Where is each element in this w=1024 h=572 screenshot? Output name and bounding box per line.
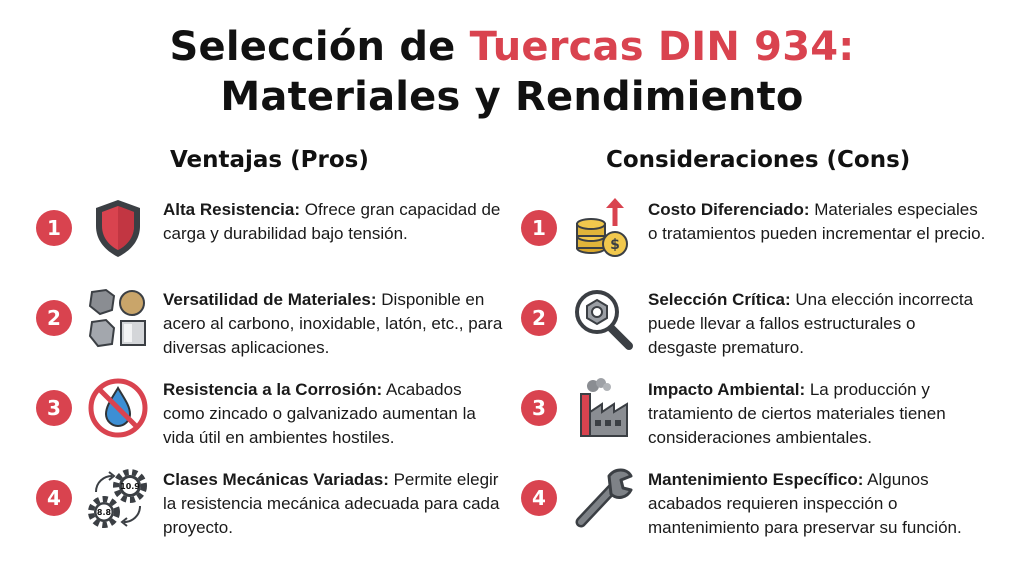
item-title: Selección Crítica: xyxy=(648,290,791,309)
item-title: Resistencia a la Corrosión: xyxy=(163,380,383,399)
pros-item-3 xyxy=(36,376,536,456)
pros-item-2 xyxy=(36,286,536,366)
cons-item-4 xyxy=(521,466,1021,546)
shield-icon xyxy=(84,196,152,260)
item-desc: Una elección incorrecta puede llevar a fallos estructurales o desgaste prematuro. xyxy=(648,290,974,357)
item-text xyxy=(648,198,988,246)
item-text xyxy=(163,198,503,246)
title-line2: Materiales y Rendimiento xyxy=(220,74,804,120)
title-accent: Tuercas DIN 934: xyxy=(469,24,855,70)
item-title: Versatilidad de Materiales: xyxy=(163,290,377,309)
item-text xyxy=(648,288,988,360)
pros-heading: Ventajas (Pros) xyxy=(170,147,369,173)
item-text xyxy=(163,288,503,360)
number-badge: 4 xyxy=(521,480,557,516)
item-title: Clases Mecánicas Variadas: xyxy=(163,470,389,489)
number-badge: 3 xyxy=(36,390,72,426)
item-text xyxy=(648,468,988,540)
item-title: Costo Diferenciado: xyxy=(648,200,810,219)
item-text xyxy=(163,468,503,540)
item-text xyxy=(648,378,988,450)
number-badge: 3 xyxy=(521,390,557,426)
item-desc: Acabados como zincado o galvanizado aumentan la vida útil en ambientes hostiles. xyxy=(163,380,476,447)
gear-label: 10.9 xyxy=(120,482,140,491)
pros-item-1 xyxy=(36,196,536,276)
wrench-icon xyxy=(569,466,637,530)
cons-item-2 xyxy=(521,286,1021,366)
title-part1: Selección de xyxy=(169,24,470,70)
item-desc: Ofrece gran capacidad de carga y durabilidad bajo tensión. xyxy=(163,200,501,243)
item-desc: Disponible en acero al carbono, inoxidable, latón, etc., para diversas aplicaciones. xyxy=(163,290,503,357)
number-badge: 2 xyxy=(521,300,557,336)
item-desc: Materiales especiales o tratamientos pueden incrementar el precio. xyxy=(648,200,986,243)
item-title: Mantenimiento Específico: xyxy=(648,470,864,489)
magnifier-nut-icon xyxy=(569,286,637,350)
page-title xyxy=(0,22,1024,122)
item-desc: Algunos acabados requieren inspección o mantenimiento para preservar su función. xyxy=(648,470,962,537)
gear-label: 8.8 xyxy=(96,508,112,517)
cons-item-1 xyxy=(521,196,1021,276)
item-text xyxy=(163,378,503,450)
item-title: Alta Resistencia: xyxy=(163,200,300,219)
number-badge: 1 xyxy=(521,210,557,246)
factory-icon xyxy=(569,376,637,440)
cons-heading: Consideraciones (Cons) xyxy=(606,147,911,173)
number-badge: 4 xyxy=(36,480,72,516)
gears-icon xyxy=(84,466,152,530)
number-badge: 1 xyxy=(36,210,72,246)
number-badge: 2 xyxy=(36,300,72,336)
materials-icon xyxy=(84,286,152,350)
item-desc: La producción y tratamiento de ciertos materiales tienen consideraciones ambientales. xyxy=(648,380,946,447)
cost-coins-icon xyxy=(569,196,637,260)
item-desc: Permite elegir la resistencia mecánica adecuada para cada proyecto. xyxy=(163,470,500,537)
cons-item-3 xyxy=(521,376,1021,456)
no-corrosion-icon xyxy=(84,376,152,440)
svg-text:$: $ xyxy=(610,237,620,253)
pros-item-4 xyxy=(36,466,536,546)
item-title: Impacto Ambiental: xyxy=(648,380,806,399)
